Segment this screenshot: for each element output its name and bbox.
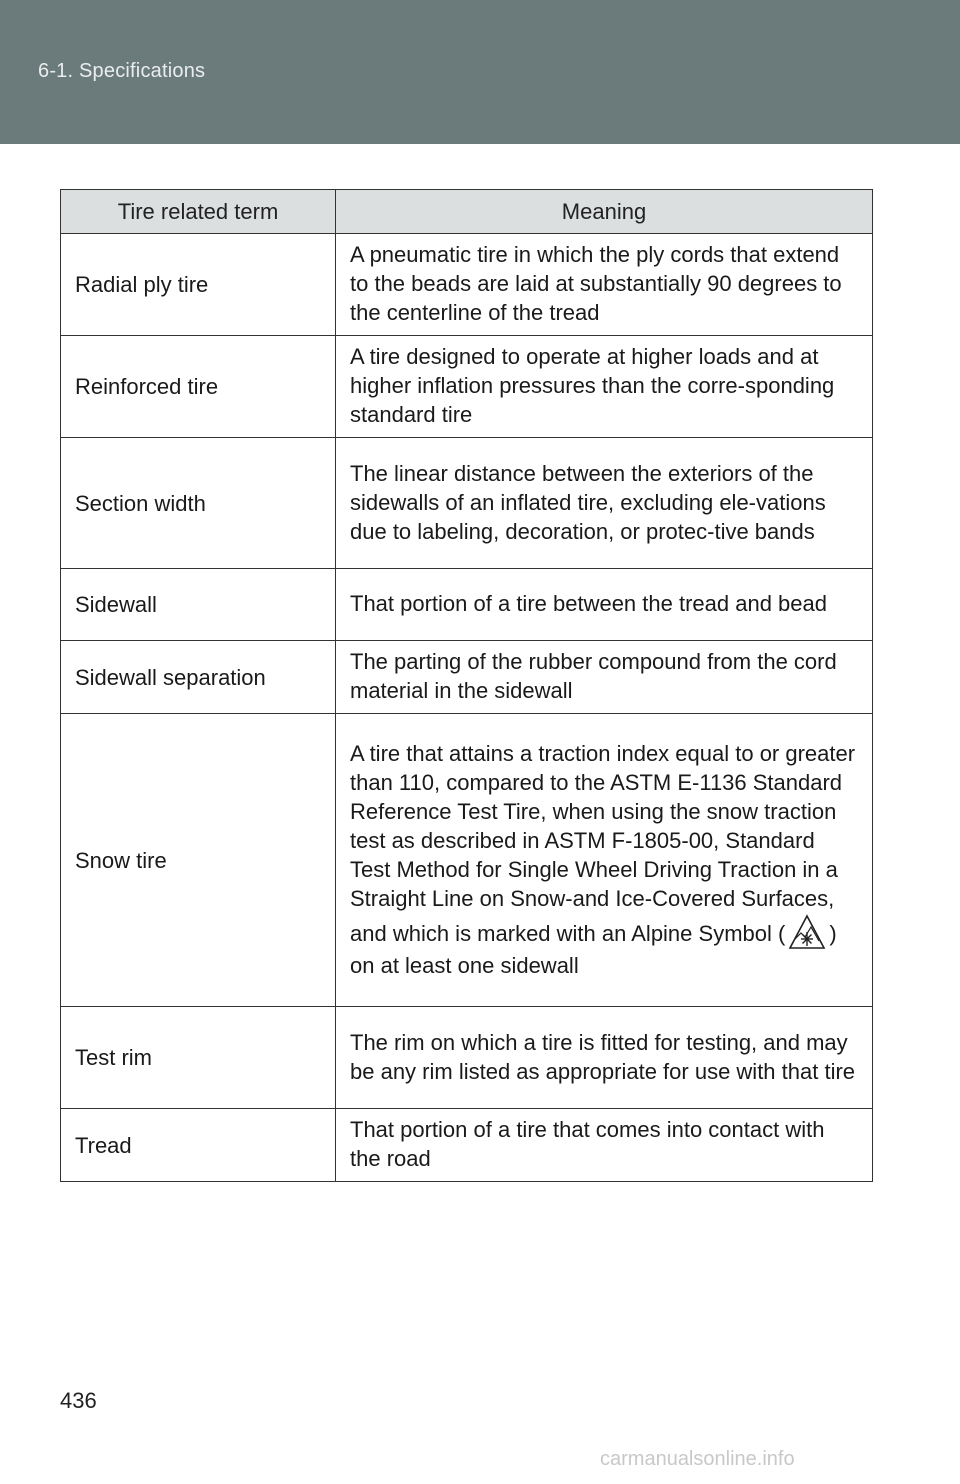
- table-row: [61, 569, 873, 641]
- meaning-cell: That portion of a tire that comes into contact with the road: [336, 1109, 873, 1182]
- meaning-cell: [336, 714, 873, 1007]
- meaning-cell: A pneumatic tire in which the ply cords that extend to the beads are laid at substantially 90 degrees to the centerline of the tread: [336, 234, 873, 336]
- term-cell: Sidewall separation: [61, 641, 336, 714]
- meaning-cell: The linear distance between the exteriors of the sidewalls of an inflated tire, excluding ele-vations due to labeling, decoration, or protec-tive bands: [336, 438, 873, 569]
- table-row: [61, 336, 873, 438]
- term-cell: Test rim: [61, 1007, 336, 1109]
- term-cell: Radial ply tire: [61, 234, 336, 336]
- term-cell: Reinforced tire: [61, 336, 336, 438]
- term-cell: Snow tire: [61, 714, 336, 1007]
- meaning-cell: The rim on which a tire is fitted for testing, and may be any rim listed as appropriate for use with that tire: [336, 1007, 873, 1109]
- section-title: 6-1. Specifications: [38, 60, 206, 82]
- table-row: [61, 438, 873, 569]
- table-row: [61, 1007, 873, 1109]
- table-row: [61, 1109, 873, 1182]
- table-row: [61, 714, 873, 1007]
- term-cell: Section width: [61, 438, 336, 569]
- tire-terms-table: [60, 189, 873, 1182]
- table-header-row: [61, 190, 873, 234]
- term-cell: Sidewall: [61, 569, 336, 641]
- meaning-cell: A tire designed to operate at higher loads and at higher inflation pressures than the corre-sponding standard tire: [336, 336, 873, 438]
- meaning-cell: The parting of the rubber compound from the cord material in the sidewall: [336, 641, 873, 714]
- watermark: carmanualsonline.info: [600, 1448, 795, 1470]
- table-row: [61, 641, 873, 714]
- meaning-cell: That portion of a tire between the tread and bead: [336, 569, 873, 641]
- page-number: 436: [60, 1388, 97, 1413]
- table-row: [61, 234, 873, 336]
- term-cell: Tread: [61, 1109, 336, 1182]
- page-header: [0, 0, 960, 144]
- column-header-term: Tire related term: [61, 190, 336, 234]
- alpine-symbol-icon: [787, 913, 827, 951]
- meaning-text-before: A tire that attains a traction index equal to or greater than 110, compared to the ASTM E-1136 Standard Reference Test Tire, when using the snow traction test as described in ASTM F-1805-00, Standard Test Method for Single Wheel Driving Traction in a Straight Line on Snow-and Ice-Covered Surfaces, and which is marked with an Alpine Symbol (: [350, 740, 856, 946]
- meaning-text-after: ) on at least one sidewall: [350, 920, 837, 978]
- column-header-meaning: Meaning: [336, 190, 873, 234]
